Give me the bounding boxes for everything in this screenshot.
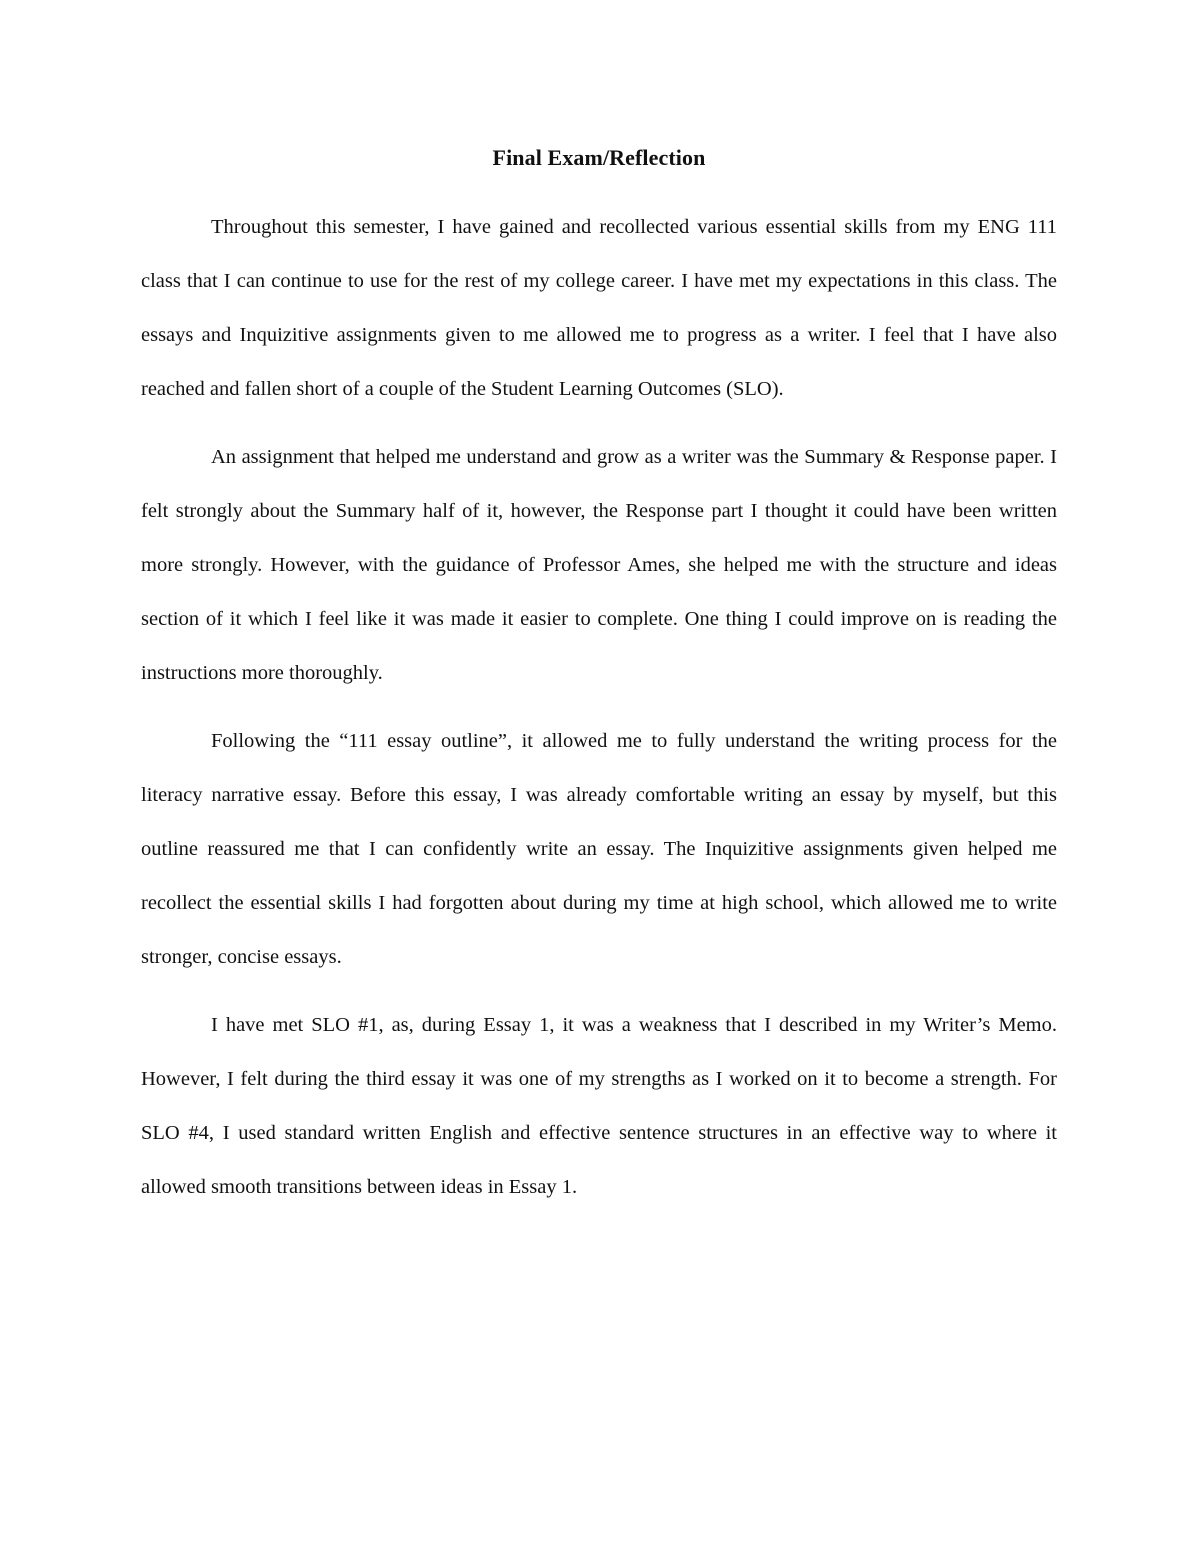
document-title: Final Exam/Reflection [492, 145, 706, 170]
paragraph-2: An assignment that helped me understand and grow as a writer was the Summary & Response paper. I felt strongly about the Summary half of it, however, the Response part I thought it could have been written more strongly. However, with the guidance of Professor Ames, she helped me with the structure and ideas section of it which I feel like it was made it easier to complete. One thing I could improve on is reading the instructions more thoroughly. [141, 446, 1057, 684]
paragraph-4: I have met SLO #1, as, during Essay 1, it was a weakness that I described in my Writer’s Memo. However, I felt during the third essay it was one of my strengths as I worked on it to become a strength. For SLO #4, I used standard written English and effective sentence structures in an effective way to where it allowed smooth transitions between ideas in Essay 1. [141, 1014, 1057, 1198]
document-body [141, 138, 1057, 1228]
paragraph-3: Following the “111 essay outline”, it allowed me to fully understand the writing process for the literacy narrative essay. Before this essay, I was already comfortable writing an essay by myself, but this outline reassured me that I can confidently write an essay. The Inquizitive assignments given helped me recollect the essential skills I had forgotten about during my time at high school, which allowed me to write stronger, concise essays. [141, 730, 1057, 968]
paragraph-1: Throughout this semester, I have gained and recollected various essential skills from my ENG 111 class that I can continue to use for the rest of my college career. I have met my expectations in this class. The essays and Inquizitive assignments given to me allowed me to progress as a writer. I feel that I have also reached and fallen short of a couple of the Student Learning Outcomes (SLO). [141, 216, 1057, 400]
